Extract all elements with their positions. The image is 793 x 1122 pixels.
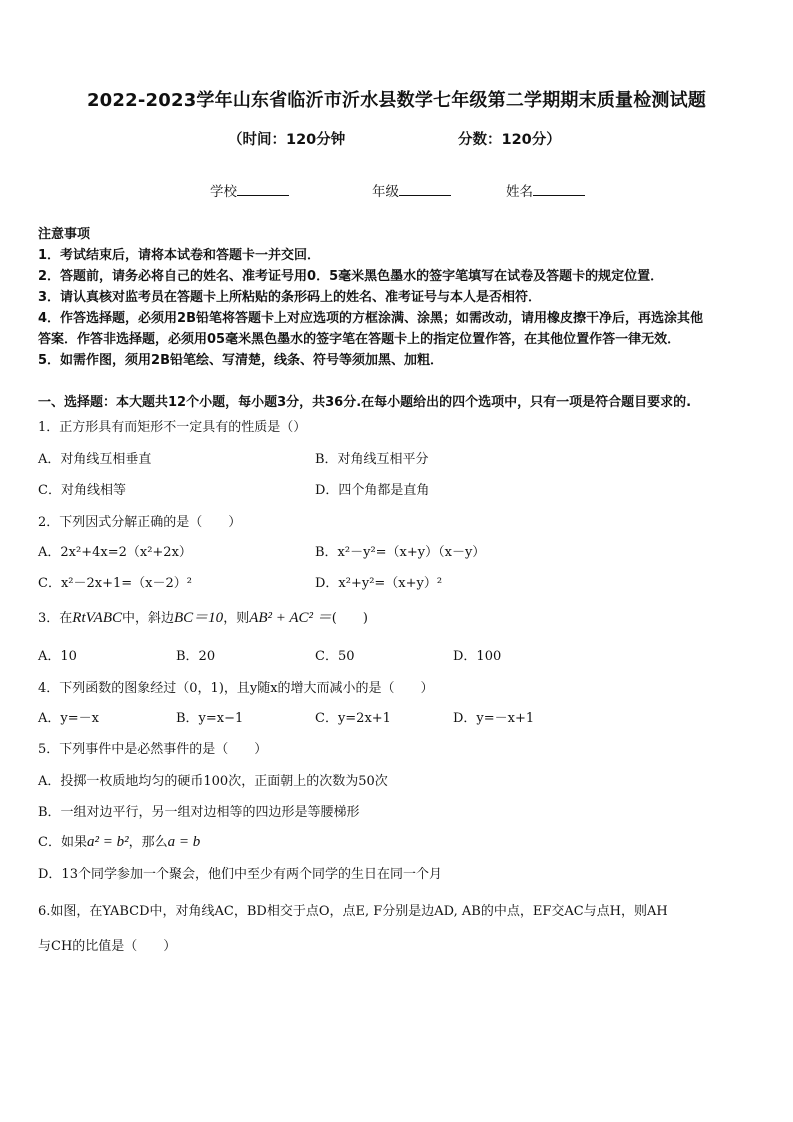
q3-hypotenuse: BC＝10 [174,610,224,626]
name-label: 姓名 [506,184,533,200]
school-label: 学校 [210,184,237,200]
q4-option-b: B．y=x−1 [176,711,244,726]
q1-option-c: C．对角线相等 [38,483,126,498]
q2-option-b: B．x²－y²=（x+y）（x－y） [315,545,486,560]
school-blank [237,181,289,196]
q1-option-a: A．对角线互相垂直 [38,452,152,467]
q5-c-text: ，那么 [128,835,168,850]
q3-text: 3．在 [38,611,73,626]
q4-option-a: A．y=－x [38,711,99,726]
question-4-stem: 4．下列函数的图象经过（0，1)，且y随x的增大而减小的是（ ） [38,681,434,696]
question-6-stem: 6.如图，在YABCD中，对角线AC，BD相交于点O，点E, F分别是边AD, AB的中点，EF交AC与点H，则AH [38,904,668,919]
note-item: 5．如需作图，须用2B铅笔绘、写清楚，线条、符号等须加黑、加粗． [38,353,443,368]
note-item: 1．考试结束后，请将本试卷和答题卡一并交回． [38,248,321,263]
section-heading: 一、选择题：本大题共12个小题，每小题3分，共36分.在每小题给出的四个选项中，只有一项是符合题目要求的. [38,395,692,410]
name-blank [533,181,585,196]
question-5-stem: 5．下列事件中是必然事件的是（ ） [38,742,268,757]
q2-option-a: A．2x²+4x=2（x²+2x） [38,545,192,560]
q3-triangle: RtVABC [72,610,122,626]
notes-heading: 注意事项 [38,227,91,242]
q5-c-expression: a² = b² [86,834,129,850]
name-field [506,180,585,200]
question-3-stem [38,606,368,627]
q3-text: ，则 [223,611,250,626]
q3-option-b: B．20 [176,649,216,664]
exam-time: （时间：120分钟 [228,132,346,148]
q3-expression: AB² + AC² ＝ [249,610,332,626]
q1-option-d: D．四个角都是直角 [315,483,430,498]
grade-field [372,180,451,200]
q5-c-expression: a = b [167,834,201,850]
q3-text: ( ) [331,611,368,626]
question-2-stem: 2．下列因式分解正确的是（ ） [38,515,242,530]
q5-option-a: A．投掷一枚质地均匀的硬币100次，正面朝上的次数为50次 [38,774,388,789]
note-item: 答案．作答非选择题，必须用05毫米黑色墨水的签字笔在答题卡上的指定位置作答，在其他位置作答一律无效． [38,332,681,347]
question-6-stem-cont: 与CH的比值是（ ） [38,939,177,954]
q3-text: 中，斜边 [122,611,175,626]
exam-score: 分数：120分） [458,132,561,148]
q1-option-b: B．对角线互相平分 [315,452,429,467]
note-item: 4．作答选择题，必须用2B铅笔将答题卡上对应选项的方框涂满、涂黑；如需改动，请用橡皮擦干净后，再选涂其他 [38,311,704,326]
question-1-stem: 1．正方形具有而矩形不一定具有的性质是（） [38,420,307,435]
q5-option-c [38,831,200,851]
note-item: 3．请认真核对监考员在答题卡上所粘贴的条形码上的姓名、准考证号与本人是否相符． [38,290,542,305]
q3-option-a: A．10 [38,649,77,664]
grade-blank [399,181,451,196]
q2-option-d: D．x²+y²=（x+y）² [315,576,443,591]
q5-option-d: D．13个同学参加一个聚会，他们中至少有两个同学的生日在同一个月 [38,867,442,882]
q3-option-d: D．100 [453,649,502,664]
school-field [210,180,289,200]
exam-title: 2022-2023学年山东省临沂市沂水县数学七年级第二学期期末质量检测试题 [86,90,707,111]
q4-option-c: C．y=2x+1 [315,711,391,726]
grade-label: 年级 [372,184,399,200]
q3-option-c: C．50 [315,649,355,664]
note-item: 2．答题前，请务必将自己的姓名、准考证号用0．5毫米黑色墨水的签字笔填写在试卷及答题卡的规定位置． [38,269,664,284]
q5-c-text: C．如果 [38,835,87,850]
q5-option-b: B．一组对边平行，另一组对边相等的四边形是等腰梯形 [38,805,360,820]
q4-option-d: D．y=－x+1 [453,711,535,726]
q2-option-c: C．x²－2x+1=（x－2）² [38,576,192,591]
